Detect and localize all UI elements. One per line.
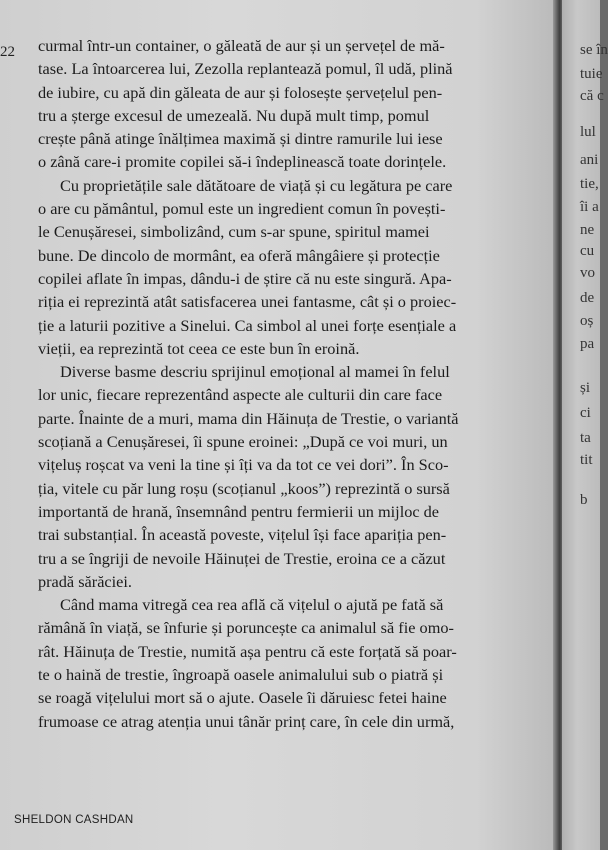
body-text (38, 34, 533, 733)
text-line: te o haină de trestie, îngroapă oasele animalului sub o piatră și (38, 665, 444, 685)
text-line: tase. La întoarcerea lui, Zezolla replantează pomul, îl udă, plină (38, 59, 453, 79)
text-line: o are cu pământul, pomul este un ingredient comun în povești- (38, 199, 446, 219)
text-line: le Cenușăresei, simbolizând, cum s-ar spune, spiritul mamei (38, 222, 430, 242)
right-page-fragment: și (580, 380, 591, 396)
text-line: vieții, ea reprezintă tot ceea ce este bun în eroină. (38, 338, 360, 358)
right-page-fragment: ci (580, 405, 591, 421)
text-line: Cu proprietățile sale dătătoare de viață și cu legătura pe care (60, 175, 453, 195)
right-page-fragment: tuie (580, 66, 603, 82)
text-line: Diverse basme descriu sprijinul emoțional al mamei în felul (60, 362, 450, 382)
right-page-fragment: b (580, 492, 588, 508)
text-line: bune. De dincolo de mormânt, ea oferă mângâiere și protecție (38, 245, 440, 265)
text-line: lor unic, fiecare reprezentând aspecte ale culturii din care face (38, 385, 443, 405)
page-number: 22 (0, 44, 15, 60)
right-page-fragment: vo (580, 265, 595, 281)
right-page-fragment: îi a (580, 199, 599, 215)
text-line: riția ei reprezintă atât satisfacerea unei fantasme, cât și o proiec- (38, 292, 457, 312)
right-page-fragment: tie, (580, 176, 599, 192)
text-line: pradă sărăciei. (38, 571, 133, 591)
text-line: Când mama vitregă cea rea află că vițelul o ajută pe fată să (60, 595, 444, 615)
text-line: scoțiană a Cenușăresei, îi spune eroinei: „După ce voi muri, un (38, 432, 448, 452)
right-page-fragment: pa (580, 336, 595, 352)
running-footer-author: SHELDON CASHDAN (14, 814, 134, 826)
text-line: tru a șterge excesul de umezeală. Nu după mult timp, pomul (38, 105, 430, 125)
text-line: curmal într-un container, o găleată de aur și un șervețel de mă- (38, 36, 445, 55)
right-page-fragment: lul (580, 124, 596, 140)
text-line: tru a se îngriji de nevoile Hăinuței de Trestie, eroina ce a căzut (38, 548, 446, 568)
right-page-fragment: că c (580, 88, 604, 104)
right-page-fragment: de (580, 290, 595, 306)
right-page-fragment: ne (580, 222, 595, 238)
right-page-fragment: cu (580, 243, 595, 259)
text-line: parte. Înainte de a muri, mama din Hăinuța de Trestie, o variantă (38, 408, 459, 428)
text-line: rămână în viață, se înfurie și poruncește ca animalul să fie omo- (38, 618, 454, 638)
right-page-fragment: ani (580, 152, 599, 168)
right-page-fragment: ta (580, 430, 591, 446)
text-line: ția, vitele cu păr lung roșu (scoțianul „koos”) reprezintă o sursă (38, 478, 450, 498)
text-line: vițeluș roșcat va veni la tine și îți va da tot ce vei dori”. În Sco- (38, 455, 449, 475)
text-line: de iubire, cu apă din găleata de aur și folosește șervețelul pen- (38, 82, 443, 102)
text-line: frumoase ce atrag atenția unui tânăr prinț care, în cele din urmă, (38, 711, 455, 731)
text-line: trai substanțial. În această poveste, vițelul își face apariția pen- (38, 525, 447, 545)
text-line: crește până atinge înălțimea maximă și dintre ramurile lui iese (38, 129, 443, 149)
text-line: ție a laturii pozitive a Sinelui. Ca simbol al unei forțe esențiale a (38, 315, 457, 335)
right-page-edge (562, 0, 608, 850)
text-line: se roagă vițelului mort să o ajute. Oasele îi dăruiesc fetei haine (38, 688, 447, 708)
text-line: importantă de hrană, însemnând pentru fermierii un mijloc de (38, 501, 440, 521)
right-page-fragment: oș (580, 313, 594, 329)
text-line: copilei aflate în impas, dându-i de știre că nu este singură. Apa- (38, 268, 452, 288)
right-page-fragment: se în (580, 42, 608, 58)
right-page-fragment: tit (580, 452, 593, 468)
text-line: o zână care-i promite copilei să-i îndeplinească toate dorințele. (38, 152, 447, 172)
text-line: rât. Hăinuța de Trestie, numită așa pentru că este forțată să poar- (38, 641, 457, 661)
